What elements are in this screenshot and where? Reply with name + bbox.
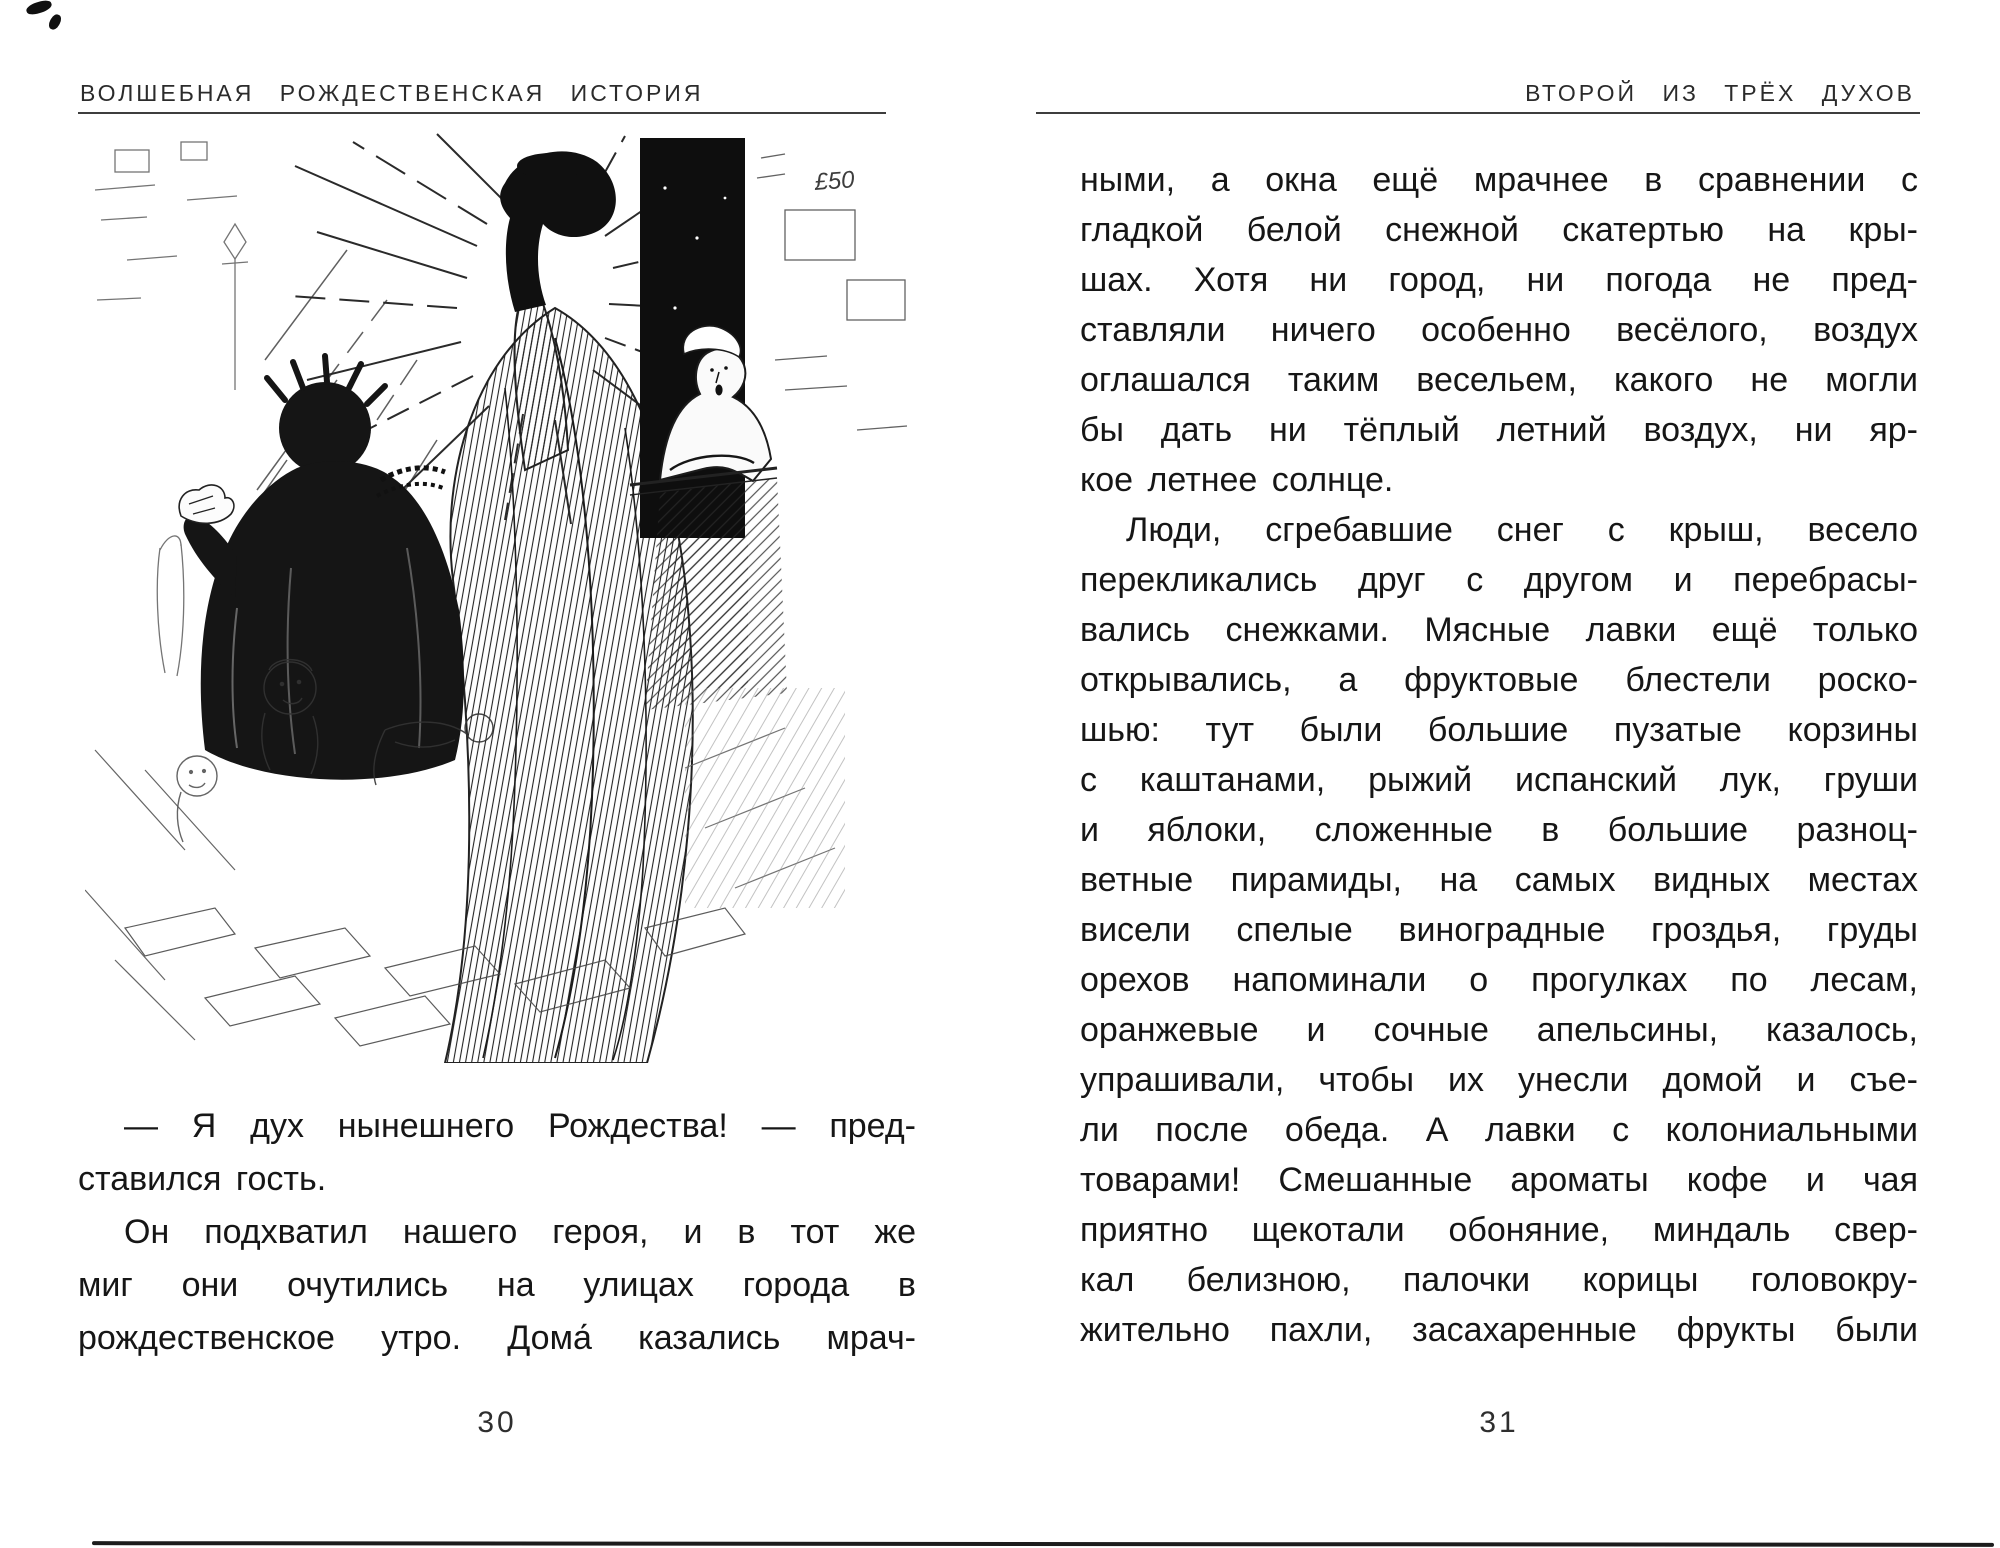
text-line: шах. Хотя ни город, ни погода не пред-	[1080, 261, 1918, 299]
scrooge-figure	[179, 356, 464, 780]
text-line: Люди, сгребавшие снег с крыш, весело	[1126, 511, 1918, 549]
left-running-head: ВОЛШЕБНАЯ РОЖДЕСТВЕНСКАЯ ИСТОРИЯ	[80, 80, 704, 106]
book-illustration	[85, 128, 915, 1063]
text-line: ветные пирамиды, на самых видных местах	[1080, 861, 1918, 899]
text-line: орехов напоминали о прогулках по лесам,	[1080, 961, 1918, 999]
left-header-rule	[78, 112, 886, 114]
poster-scribbles	[757, 154, 907, 430]
text-line: кал белизною, палочки корицы головокру-	[1080, 1261, 1918, 1299]
text-line: вались снежками. Мясные лавки ещё только	[1080, 611, 1918, 649]
text-line: открывались, а фруктовые блестели роско-	[1080, 661, 1918, 699]
text-line: миг они очутились на улицах города в	[78, 1266, 916, 1304]
text-line: — Я дух нынешнего Рождества! — пред-	[124, 1107, 916, 1145]
text-line: ли после обеда. А лавки с колониальными	[1080, 1111, 1918, 1149]
right-running-head: ВТОРОЙ ИЗ ТРЁХ ДУХОВ	[1525, 80, 1915, 106]
text-line: гладкой белой снежной скатертью на кры-	[1080, 211, 1918, 249]
text-line: с каштанами, рыжий испанский лук, груши	[1080, 761, 1918, 799]
left-page-text	[78, 1100, 916, 1365]
text-line: жительно пахли, засахаренные фрукты были	[1080, 1311, 1918, 1349]
text-line: упрашивали, чтобы их унесли домой и съе-	[1080, 1061, 1918, 1099]
text-line: висели спелые виноградные гроздья, груды	[1080, 911, 1918, 949]
text-line: оранжевые и сочные апельсины, казалось,	[1080, 1011, 1918, 1049]
text-line: шью: тут были большие пузатые корзины	[1080, 711, 1918, 749]
text-line: и яблоки, сложенные в большие разноц-	[1080, 811, 1918, 849]
text-line: рождественское утро. Дома́ казались мрач-	[78, 1319, 916, 1357]
text-line: ставился гость.	[78, 1160, 327, 1198]
scan-artifact	[47, 13, 63, 32]
text-line: приятно щекотали обоняние, миндаль свер-	[1080, 1211, 1918, 1249]
scan-artifact	[92, 1541, 1994, 1547]
poster-text: £50	[813, 166, 856, 196]
text-line: кое летнее солнце.	[1080, 461, 1394, 499]
text-line: перекликались друг с другом и перебрасы-	[1080, 561, 1918, 599]
text-line: оглашался таким весельем, какого не могли	[1080, 361, 1918, 399]
left-page-number: 30	[477, 1406, 517, 1439]
text-line: Он подхватил нашего героя, и в тот же	[124, 1213, 916, 1251]
right-page-number: 31	[1479, 1406, 1519, 1439]
right-page-text	[1080, 155, 1918, 1355]
text-line: бы дать ни тёплый летний воздух, ни яр-	[1080, 411, 1918, 449]
right-header-rule	[1036, 112, 1920, 114]
text-line: ставляли ничего особенно весёлого, воздух	[1080, 311, 1918, 349]
text-line: товарами! Смешанные ароматы кофе и чая	[1080, 1161, 1918, 1199]
text-line: ными, а окна ещё мрачнее в сравнении с	[1080, 161, 1918, 199]
scan-artifact	[25, 0, 53, 17]
